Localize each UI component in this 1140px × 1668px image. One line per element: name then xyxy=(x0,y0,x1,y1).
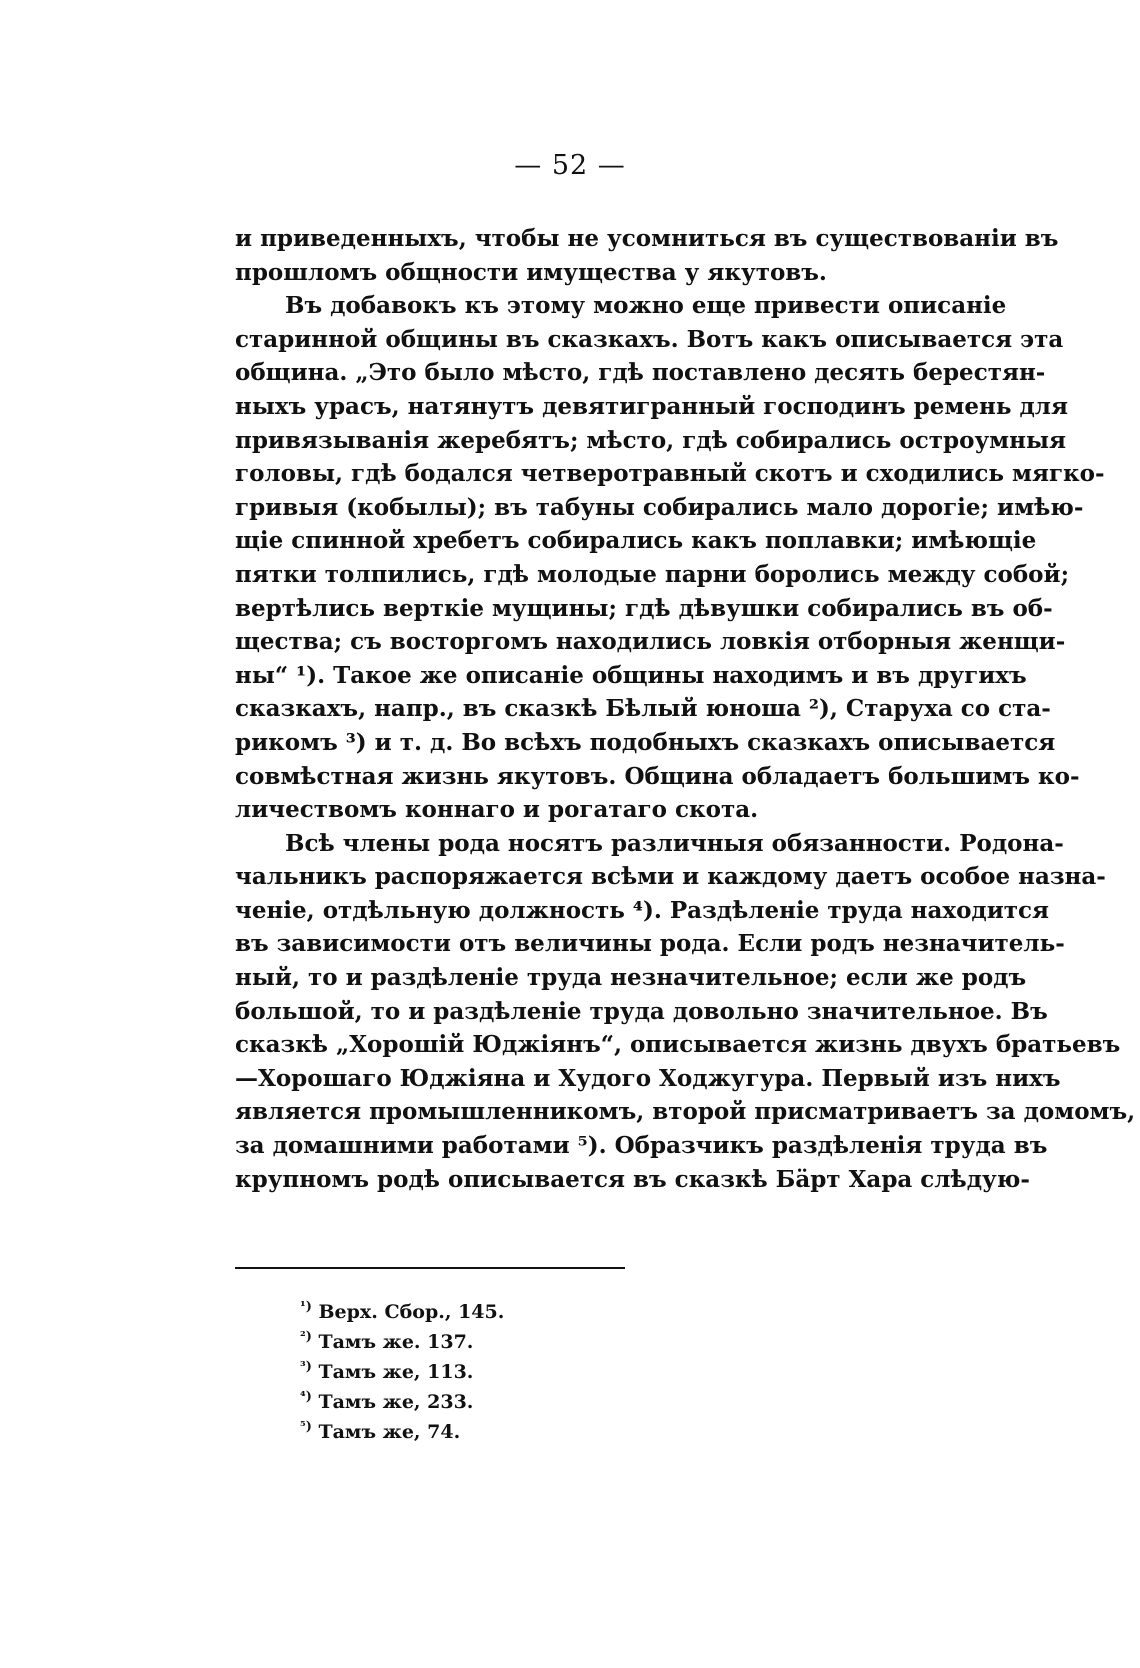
text-line: Въ добавокъ къ этому можно еще привести описаніе xyxy=(285,292,1007,320)
text-line: вертѣлись верткіе мущины; гдѣ дѣвушки собирались въ об- xyxy=(235,594,1053,622)
text-line: щества; съ восторгомъ находились ловкія отборныя женщи- xyxy=(235,628,1066,656)
text-line: гривыя (кобылы); въ табуны собирались мало дорогіе; имѣю- xyxy=(235,493,1084,521)
text-line: ный, то и раздѣленіе труда незначительное; если же родъ xyxy=(235,964,1027,992)
footnote-mark: ¹) xyxy=(300,1299,312,1315)
footnote xyxy=(300,1387,700,1417)
text-line: чальникъ распоряжается всѣми и каждому даетъ особое назна- xyxy=(235,863,1106,891)
text-line: ны“ ¹). Такое же описаніе общины находимъ и въ другихъ xyxy=(235,661,1027,689)
text-line: сказкахъ, напр., въ сказкѣ Бѣлый юноша ²), Старуха со ста- xyxy=(235,695,1051,723)
footnote-text: Тамъ же, 113. xyxy=(318,1361,474,1383)
footnote-text: Тамъ же, 74. xyxy=(318,1421,461,1443)
text-line: привязыванія жеребятъ; мѣсто, гдѣ собирались остроумныя xyxy=(235,426,1067,454)
footnote-mark: ⁴) xyxy=(300,1389,312,1405)
text-line: пятки толпились, гдѣ молодые парни боролись между собой; xyxy=(235,560,1070,588)
text-line: и приведенныхъ, чтобы не усомниться въ существованіи въ xyxy=(235,225,1059,252)
text-line: является промышленникомъ, второй присматриваетъ за домомъ, xyxy=(235,1098,1136,1126)
text-line: —Хорошаго Юджіяна и Худого Ходжугура. Первый изъ нихъ xyxy=(235,1064,1061,1092)
text-line: община. „Это было мѣсто, гдѣ поставлено десять берестян- xyxy=(235,359,1046,387)
text-line: крупномъ родѣ описывается въ сказкѣ Бӓрт Хара слѣдую- xyxy=(235,1165,1030,1193)
text-line: рикомъ ³) и т. д. Во всѣхъ подобныхъ сказкахъ описывается xyxy=(235,728,1056,756)
footnote-mark: ⁵) xyxy=(300,1419,312,1435)
footnote-text: Тамъ же, 233. xyxy=(318,1391,474,1413)
footnote-divider xyxy=(235,1267,625,1269)
footnote xyxy=(300,1357,700,1387)
footnote xyxy=(300,1417,700,1447)
footnote-text: Верх. Сбор., 145. xyxy=(318,1301,505,1323)
text-line: Всѣ члены рода носятъ различныя обязанности. Родона- xyxy=(285,829,1064,857)
text-line: личествомъ коннаго и рогатаго скота. xyxy=(235,796,759,824)
text-line: головы, гдѣ бодался четвеpотравный скотъ и сходились мягко- xyxy=(235,460,1105,488)
footnote xyxy=(300,1327,700,1357)
body-text xyxy=(235,222,1136,1196)
footnote-text: Тамъ же. 137. xyxy=(318,1331,474,1353)
text-line: большой, то и раздѣленіе труда довольно значительное. Въ xyxy=(235,997,1048,1025)
text-line: старинной общины въ сказкахъ. Вотъ какъ описывается эта xyxy=(235,325,1064,353)
footnote-mark: ³) xyxy=(300,1359,312,1375)
text-line: прошломъ общности имущества у якутовъ. xyxy=(235,258,827,286)
text-line: ныхъ урасъ, натянутъ девятигранный господинъ ремень для xyxy=(235,392,1068,420)
page-number: — 52 — xyxy=(514,150,626,181)
text-line: совмѣстная жизнь якутовъ. Община обладаетъ большимъ ко- xyxy=(235,762,1080,790)
text-line: сказкѣ „Хорошій Юджіянъ“, описывается жизнь двухъ братьевъ xyxy=(235,1031,1121,1059)
text-line: въ зависимости отъ величины рода. Если родъ незначитель- xyxy=(235,930,1065,958)
footnote xyxy=(300,1297,700,1327)
text-line: ченіе, отдѣльную должность ⁴). Раздѣленіе труда находится xyxy=(235,896,1050,924)
footnotes xyxy=(300,1297,700,1447)
text-line: щіе спинной хребетъ собирались какъ поплавки; имѣющіе xyxy=(235,527,1037,555)
footnote-mark: ²) xyxy=(300,1329,312,1345)
text-line: за домашними работами ⁵). Образчикъ раздѣленія труда въ xyxy=(235,1132,1048,1160)
